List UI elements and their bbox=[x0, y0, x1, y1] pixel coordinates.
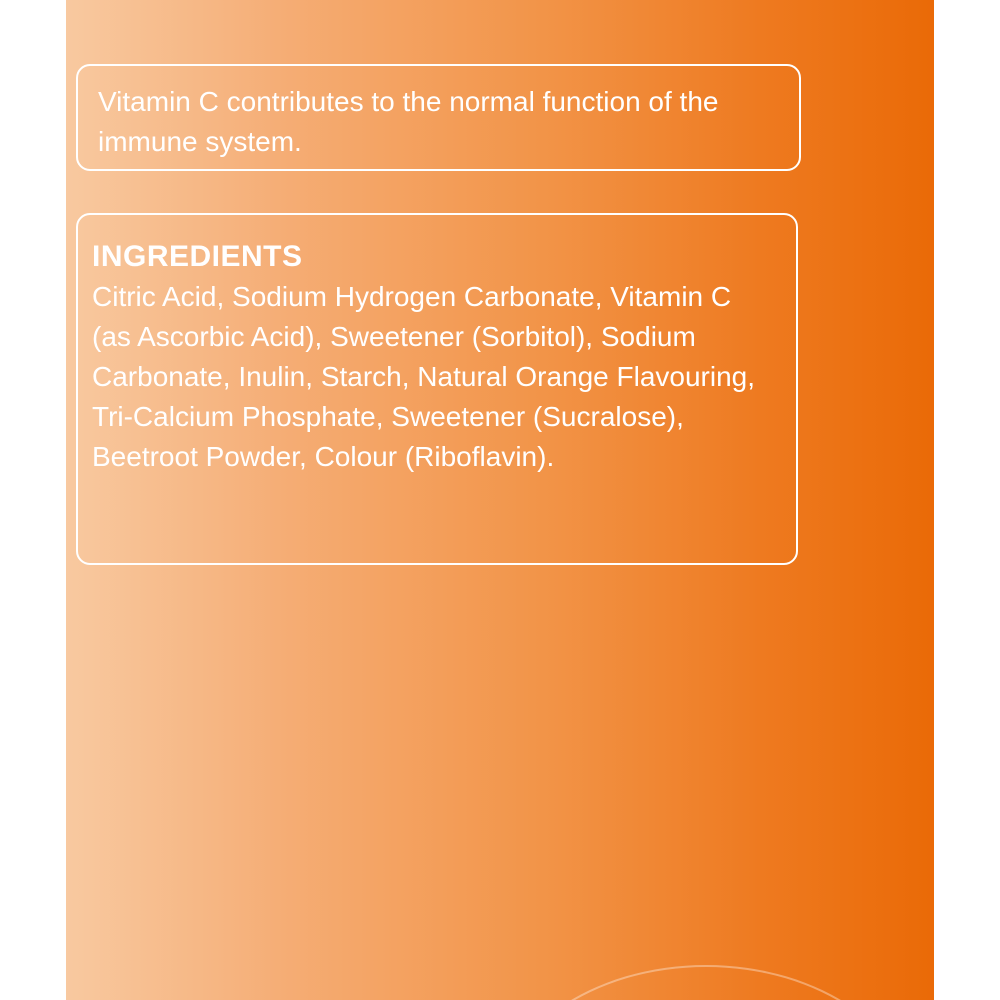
ingredients-box bbox=[76, 213, 798, 565]
ingredients-list: Citric Acid, Sodium Hydrogen Carbonate, Vitamin C (as Ascorbic Acid), Sweetener (Sorbitol), Sodium Carbonate, Inulin, Starch, Natural Orange Flavouring, Tri-Calcium Phosphate, Sweetener (Sucralose), Beetroot Powder, Colour (Riboflavin). bbox=[92, 281, 756, 472]
decorative-arc bbox=[496, 965, 916, 1000]
health-claim-text: Vitamin C contributes to the normal function of the immune system. bbox=[98, 86, 719, 157]
packaging-panel bbox=[66, 0, 934, 1000]
health-claim-box bbox=[76, 64, 801, 171]
ingredients-heading: INGREDIENTS bbox=[92, 240, 303, 273]
